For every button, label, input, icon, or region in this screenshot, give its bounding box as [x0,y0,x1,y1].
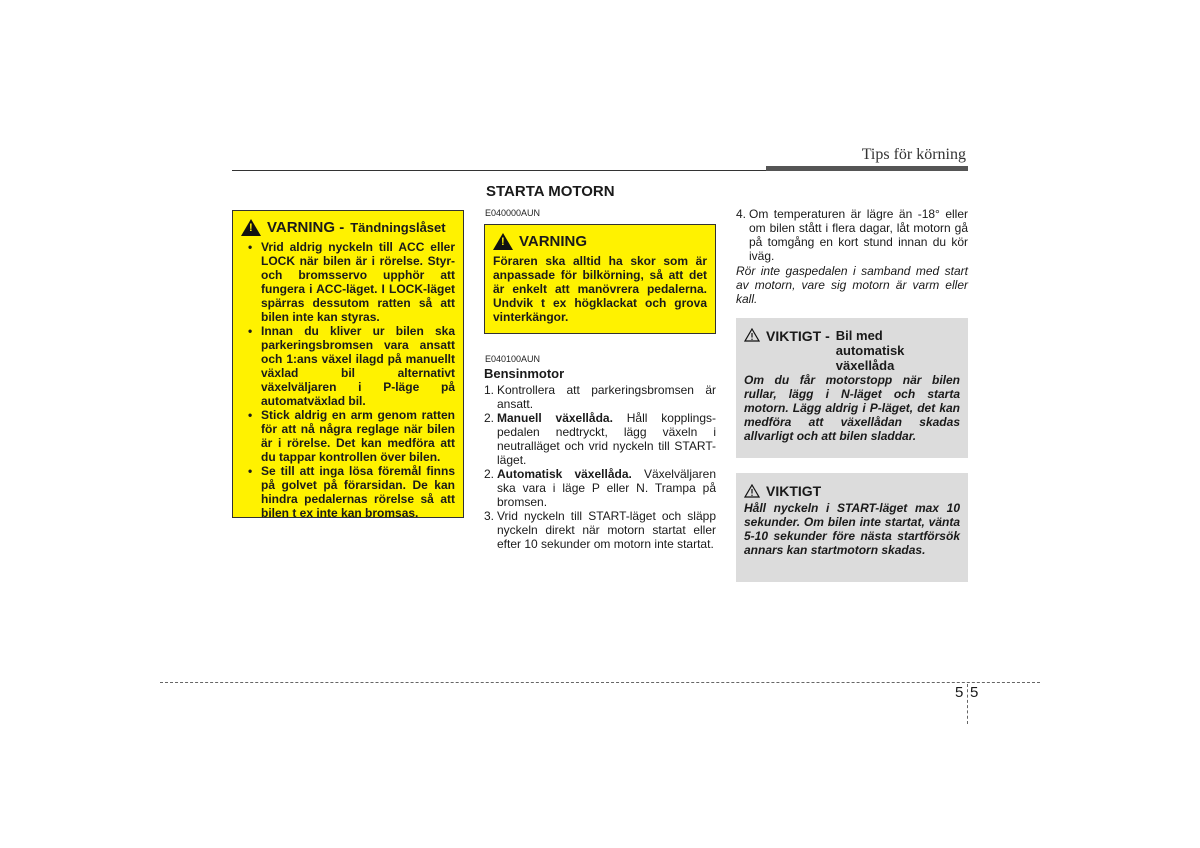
warning-label: VARNING [519,233,588,250]
important-label: VIKTIGT [766,483,822,499]
important-sublabel: Bil med automatisk växellåda [835,328,905,373]
warning-triangle-icon [241,219,261,236]
list-item [736,207,968,263]
step-bold: Automatisk växellåda. [497,467,632,481]
chapter-number: 5 [955,684,964,701]
important-text: Om du får motorstopp när bilen rullar, lägg i N-läget och starta motorn. Lägg aldrig i P-läget, det kan medföra att växellådan skadas allvarligt och att bilen sladdar. [744,373,960,443]
subsection-code: E040100AUN [485,354,541,364]
important-box-automatic [736,318,968,458]
important-label: VIKTIGT - [766,328,830,344]
list-item: • Stick aldrig en arm genom ratten för att nå några reglage när bilen är i rörelse. Det kan medföra att du tappar kontrollen över bilen. [241,408,455,464]
page-number: 5 [970,684,979,701]
note-text: Rör inte gaspedalen i samband med start av motorn, vare sig motorn är varm eller kall. [736,264,968,306]
start-steps-list [484,383,716,551]
warning-text: Föraren ska alltid ha skor som är anpassade för bilkörning, så att det är enkelt att manövrera pedalerna. Undvik t ex högklackat och grova vinterkängor. [493,254,707,324]
step-number: 1. [484,383,495,397]
important-box-start [736,473,968,582]
step-text: Håll kopplings-pedalen nedtryckt, lägg växeln i neutralläget och vrid nyckeln till START-läget. [497,411,716,467]
header-title: Tips för körning [861,146,966,163]
warning-heading [493,233,707,250]
step-number: 2. [484,467,495,481]
section-title: STARTA MOTORN [486,183,615,200]
footer-rule [160,682,1040,683]
warning-label: VARNING - [267,219,345,236]
caution-triangle-outline-icon [744,484,760,498]
list-item [484,509,716,551]
warning-box-shoes [484,224,716,334]
footer-divider [967,684,968,724]
step-text: Vrid nyckeln till START-läget och släpp nyckeln direkt när motorn startat eller efter 10 sekunder om motorn inte startat. [497,509,716,551]
subsection-heading: Bensinmotor [484,366,565,381]
step-number: 4. [736,207,747,221]
step-text: Växelväljaren ska vara i läge P eller N. Trampa på bromsen. [497,467,716,509]
list-item: • Se till att inga lösa föremål finns på golvet på förarsidan. De kan hindra pedalernas rörelse så att bilen t ex inte kan bromsas. [241,464,455,520]
list-item: • Innan du kliver ur bilen ska parkeringsbromsen vara ansatt och 1:ans växel ilagd på manuellt växlad bil alternativt växelväljaren i P-läge på automatväxlad bil. [241,324,455,408]
warning-list [241,240,455,520]
step-text: Kontrollera att parkeringsbromsen är ansatt. [497,383,716,411]
warning-sublabel: Tändningslåset [350,220,446,235]
list-item: • Vrid aldrig nyckeln till ACC eller LOCK när bilen är i rörelse. Styr- och bromsservo upphör att fungera i ACC-läget. I LOCK-läget spärras dessutom ratten så att bilen inte kan styras. [241,240,455,324]
step-number: 3. [484,509,495,523]
caution-triangle-outline-icon [744,328,760,342]
warning-box-ignition [232,210,464,518]
important-heading [744,328,960,373]
important-text: Håll nyckeln i START-läget max 10 sekunder. Om bilen inte startat, vänta 5-10 sekunder före nästa startförsök annars kan startmotorn skadas. [744,501,960,557]
step-bold: Manuell växellåda. [497,411,613,425]
section-code: E040000AUN [485,208,541,218]
step-number: 2. [484,411,495,425]
warning-heading [241,219,455,236]
list-item [484,383,716,411]
header-rule-accent [766,166,968,171]
list-item [484,467,716,509]
warning-triangle-icon [493,233,513,250]
list-item [484,411,716,467]
important-heading [744,483,960,499]
step-text: Om temperaturen är lägre än -18° eller om bilen stått i flera dagar, låt motorn gå på tomgång en kort stund innan du kör iväg. [749,207,968,263]
